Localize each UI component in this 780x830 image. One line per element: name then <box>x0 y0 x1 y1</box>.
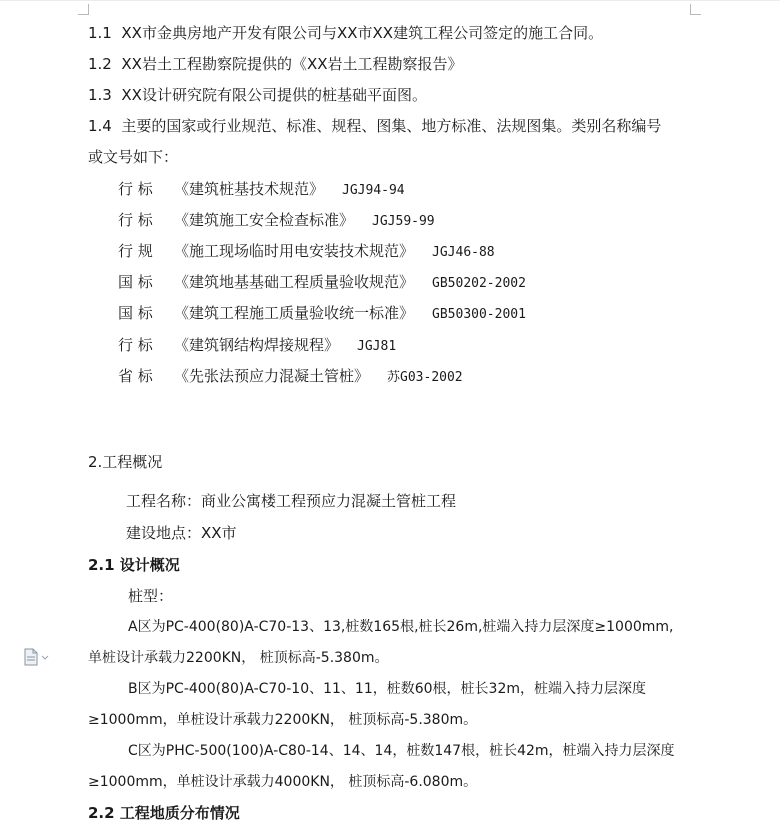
item-text: XX设计研究院有限公司提供的桩基础平面图。 <box>121 86 427 104</box>
standard-row <box>118 335 396 357</box>
standard-code: GB50300-2001 <box>432 307 526 322</box>
item-number: 1.1 <box>88 24 112 42</box>
standard-code: 苏G03-2002 <box>387 370 463 385</box>
section-2-heading: 2.工程概况 <box>88 453 163 471</box>
item-number: 1.3 <box>88 86 112 104</box>
item-number: 1.2 <box>88 55 112 73</box>
project-name: 工程名称：商业公寓楼工程预应力混凝土管桩工程 <box>126 492 457 510</box>
list-item-1-4-continuation: 或文号如下： <box>88 148 179 166</box>
standard-row <box>118 303 526 325</box>
standard-title: 《建筑工程施工质量验收统一标准》 <box>174 304 415 322</box>
item-number: 1.4 <box>88 117 112 135</box>
zone-b-line-1: B区为PC-400(80)A-C70-10、11、11，桩数60根，桩长32m，桩端入持力层深度 <box>128 681 647 697</box>
item-text: XX岩土工程勘察院提供的《XX岩土工程勘察报告》 <box>121 55 463 73</box>
standard-code: GB50202-2002 <box>432 276 526 291</box>
margin-corner-mark-right <box>690 4 701 15</box>
standard-title: 《建筑施工安全检查标准》 <box>174 211 355 229</box>
standard-category: 国 标 <box>118 273 153 291</box>
pile-type-label: 桩型： <box>128 587 174 605</box>
standard-row <box>118 272 526 294</box>
margin-corner-mark-left <box>78 4 89 15</box>
standard-category: 行 规 <box>118 242 153 260</box>
list-item-1-2 <box>88 54 463 74</box>
page-top-border <box>0 0 780 1</box>
standard-title: 《先张法预应力混凝土管桩》 <box>174 367 370 385</box>
standard-code: JGJ46-88 <box>432 245 495 260</box>
standard-code: JGJ94-94 <box>342 183 405 198</box>
standard-row <box>118 241 495 263</box>
project-location: 建设地点：XX市 <box>126 524 237 542</box>
standard-category: 行 标 <box>118 211 153 229</box>
item-text: 主要的国家或行业规范、标准、规程、图集、地方标准、法规图集。类别名称编号 <box>121 117 662 135</box>
zone-a-line-2: 单桩设计承载力2200KN， 桩顶标高-5.380m。 <box>88 650 389 666</box>
standard-category: 行 标 <box>118 180 153 198</box>
standard-title: 《施工现场临时用电安装技术规范》 <box>174 242 415 260</box>
standard-code: JGJ81 <box>357 339 397 354</box>
standard-row <box>118 366 463 388</box>
item-text: XX市金典房地产开发有限公司与XX市XX建筑工程公司签定的施工合同。 <box>121 24 604 42</box>
list-item-1-1 <box>88 23 603 43</box>
standard-category: 行 标 <box>118 336 153 354</box>
section-2-2-heading: 2.2 工程地质分布情况 <box>88 804 240 822</box>
standard-category: 省 标 <box>118 367 153 385</box>
standard-title: 《建筑桩基技术规范》 <box>174 180 325 198</box>
standard-row <box>118 210 435 232</box>
standard-code: JGJ59-99 <box>372 214 435 229</box>
document-icon[interactable] <box>22 648 54 666</box>
list-item-1-4 <box>88 116 661 136</box>
zone-a-line-1: A区为PC-400(80)A-C70-13、13,桩数165根,桩长26m,桩端入持力层深度≥1000mm, <box>128 619 674 635</box>
standard-row <box>118 179 405 201</box>
zone-c-line-2: ≥1000mm，单桩设计承载力4000KN， 桩顶标高-6.080m。 <box>88 774 478 790</box>
zone-b-line-2: ≥1000mm，单桩设计承载力2200KN， 桩顶标高-5.380m。 <box>88 712 478 728</box>
list-item-1-3 <box>88 85 427 105</box>
standard-category: 国 标 <box>118 304 153 322</box>
standard-title: 《建筑钢结构焊接规程》 <box>174 336 340 354</box>
section-2-1-heading: 2.1 设计概况 <box>88 556 180 574</box>
zone-c-line-1: C区为PHC-500(100)A-C80-14、14、14，桩数147根，桩长42m，桩端入持力层深度 <box>128 743 675 759</box>
standard-title: 《建筑地基基础工程质量验收规范》 <box>174 273 415 291</box>
